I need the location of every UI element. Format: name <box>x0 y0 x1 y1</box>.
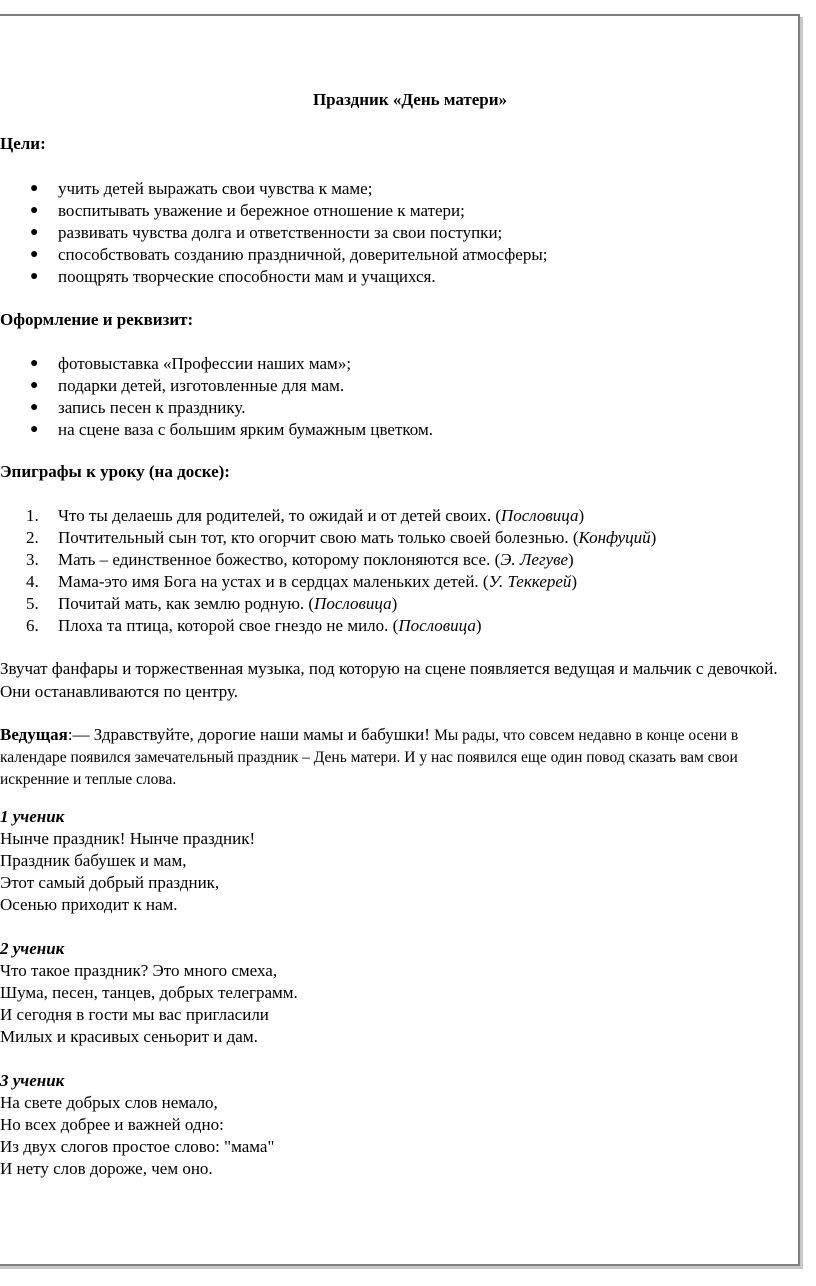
list-item: 3. Мать – единственное божество, которому поклоняются все. (Э. Легуве) <box>26 550 574 569</box>
poem-line: Из двух слогов простое слово: "мама" <box>0 1137 275 1156</box>
epigraphs-heading: Эпиграфы к уроку (на доске): <box>0 462 230 481</box>
bullet-icon: ● <box>30 400 39 415</box>
bullet-icon: ● <box>30 269 39 284</box>
decor-list <box>0 353 433 441</box>
poem-line: Осенью приходит к нам. <box>0 895 178 914</box>
epigraphs-list <box>0 505 656 637</box>
poem-line: И сегодня в гости мы вас пригласили <box>0 1005 269 1024</box>
bullet-icon: ● <box>30 247 39 262</box>
poem-line: И нету слов дороже, чем оно. <box>0 1159 213 1178</box>
list-item: 1. Что ты делаешь для родителей, то ожидай и от детей своих. (Пословица) <box>26 506 585 525</box>
list-item: 4. Мама-это имя Бога на устах и в сердцах маленьких детей. (У. Теккерей) <box>26 572 578 591</box>
host-speech <box>0 724 800 791</box>
host-text: Мы рады, что совсем недавно в конце осени в календаре появился замечательный праздник – День матери. И у нас появился еще один повод сказать вам свои искренние и теплые слова. <box>0 727 739 788</box>
poem-line: Но всех добрее и важней одно: <box>0 1115 224 1134</box>
bullet-icon: ● <box>30 356 39 371</box>
speaker-label: 3 ученик <box>0 1071 65 1090</box>
host-label: Ведущая <box>0 725 68 744</box>
list-item: 5. Почитай мать, как землю родную. (Пословица) <box>26 594 398 613</box>
goals-list <box>0 178 547 288</box>
list-item: ● поощрять творческие способности мам и учащихся. <box>30 267 436 286</box>
speaker-label: 1 ученик <box>0 807 65 826</box>
list-item: 6. Плоха та птица, которой свое гнездо не мило. (Пословица) <box>26 616 482 635</box>
poem-line: Шума, песен, танцев, добрых телеграмм. <box>0 983 298 1002</box>
poem-line: На свете добрых слов немало, <box>0 1093 218 1112</box>
host-greeting: :— Здравствуйте, дорогие наши мамы и бабушки! <box>67 725 435 744</box>
goals-heading: Цели: <box>0 134 46 153</box>
list-item: ● на сцене ваза с большим ярким бумажным цветком. <box>30 420 433 439</box>
poem-2 <box>0 938 298 1048</box>
list-item: ● воспитывать уважение и бережное отношение к матери; <box>30 201 465 220</box>
poem-line: Нынче праздник! Нынче праздник! <box>0 829 256 848</box>
bullet-icon: ● <box>30 378 39 393</box>
intro-paragraph: Звучат фанфары и торжественная музыка, под которую на сцене появляется ведущая и мальчик с девочкой. Они останавливаются по центру. <box>0 659 778 701</box>
bullet-icon: ● <box>30 422 39 437</box>
list-item: ● учить детей выражать свои чувства к маме; <box>30 179 373 198</box>
poem-1 <box>0 806 255 916</box>
poem-line: Этот самый добрый праздник, <box>0 873 220 892</box>
bullet-icon: ● <box>30 203 39 218</box>
list-item: 2. Почтительный сын тот, кто огорчит свою мать только своей болезнью. (Конфуций) <box>26 528 657 547</box>
poem-line: Что такое праздник? Это много смеха, <box>0 961 278 980</box>
speaker-label: 2 ученик <box>0 939 65 958</box>
bullet-icon: ● <box>30 225 39 240</box>
poem-line: Милых и красивых сеньорит и дам. <box>0 1027 258 1046</box>
list-item: ● фотовыставка «Профессии наших мам»; <box>30 354 352 373</box>
document-title: Праздник «День матери» <box>312 90 508 109</box>
decor-heading: Оформление и реквизит: <box>0 310 194 329</box>
bullet-icon: ● <box>30 181 39 196</box>
list-item: ● способствовать созданию праздничной, доверительной атмосферы; <box>30 245 548 264</box>
list-item: ● запись песен к празднику. <box>30 398 246 417</box>
list-item: ● развивать чувства долга и ответственности за свои поступки; <box>30 223 503 242</box>
poem-line: Праздник бабушек и мам, <box>0 851 187 870</box>
list-item: ● подарки детей, изготовленные для мам. <box>30 376 345 395</box>
poem-3 <box>0 1070 274 1180</box>
